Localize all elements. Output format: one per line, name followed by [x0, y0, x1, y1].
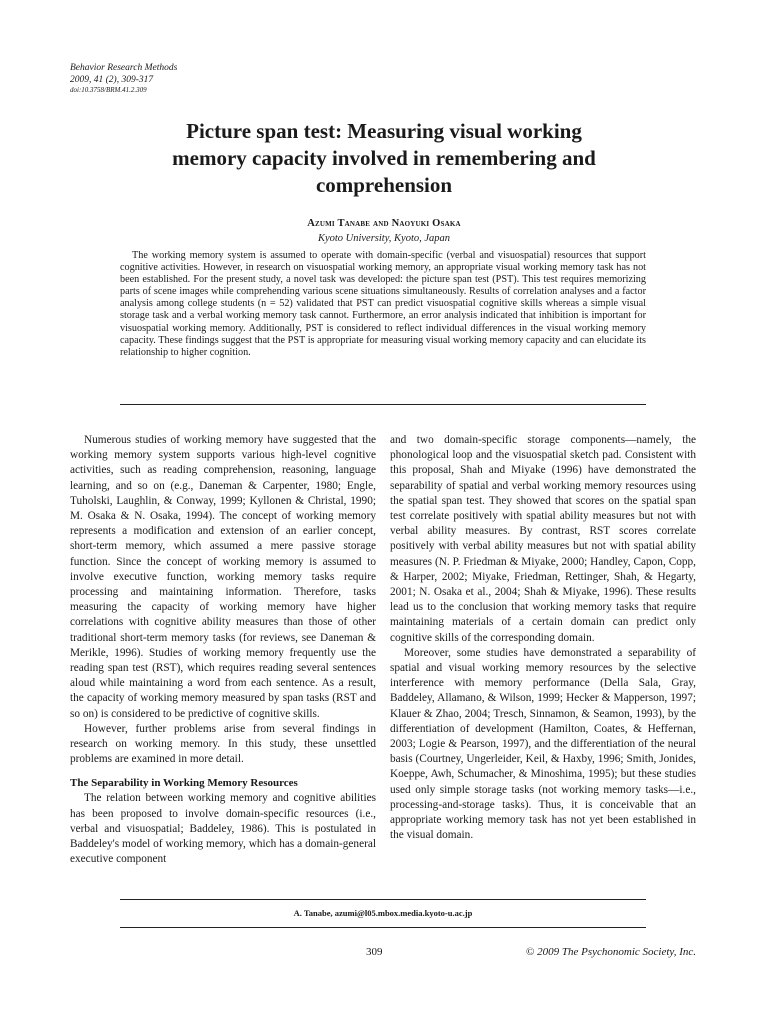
abstract-divider — [120, 404, 646, 405]
footnote-divider-top — [120, 899, 646, 900]
footnote-divider-bottom — [120, 927, 646, 928]
body-paragraph: Moreover, some studies have demonstrated a separability of spatial and visual working memory resources by the selective interference with memory performance (Della Sala, Gray, Baddeley, Allamano, & Wilson, 1999; Hecker & Mapperson, 1997; Klauer & Zhao, 2004; Tresch, Sinnamon, & Seamon, 1993), by the differentiation of development (Hamilton, Coates, & Heffernan, 2003; Logie & Pearson, 1997), and the differentiation of the neural basis (Courtney, Ungerleider, Keil, & Haxby, 1996; Smith, Jonides, Koeppe, Awh, Schumacher, & Minoshima, 1995); but these studies used only simple storage tasks (not working memory tasks—i.e., processing-and-storage tasks). Thus, it is conceivable that an appropriate working memory task has not yet been established in the visual domain. — [390, 646, 696, 842]
journal-name: Behavior Research Methods — [70, 63, 178, 73]
body-paragraph: Numerous studies of working memory have suggested that the working memory system supports various high-level cognitive activities, such as reading comprehension, reasoning, language learning, and so on (e.g., Daneman & Carpenter, 1980; Engle, Tuholski, Laughlin, & Conway, 1999; Kyllonen & Christal, 1990; M. Osaka & N. Osaka, 1994). The concept of working memory represents a modification and extension of an earlier concept, short-term memory, which assumed a mere passive storage function. Since the concept of working memory is assumed to involve executive function, working memory tasks require processing and maintaining information. Therefore, tasks measuring the capacity of working memory have higher correlations with cognitive ability measures than those of other traditional short-term memory tasks (for reviews, see Daneman & Merikle, 1996). Studies of working memory frequently use the reading span test (RST), which requires reading several sentences aloud while maintaining a word from each sentence. As a result, the capacity of working memory measured by span tasks (RST and so on) is considered to be predictive of cognitive skills. — [70, 434, 376, 720]
body-paragraph: and two domain-specific storage components—namely, the phonological loop and the visuospatial sketch pad. Consistent with this proposal, Shah and Miyake (1996) have demonstrated the separability of spatial and verbal working memory resources using the spatial span test. They showed that scores on the spatial span test correlate positively with spatial ability measures but not with verbal ability measures. By contrast, RST scores correlate positively with verbal ability measures but not with spatial ability measures (N. P. Friedman & Miyake, 2000; Handley, Capon, Copp, & Harper, 2002; Miyake, Friedman, Rettinger, Shah, & Hegarty, 2001; N. Osaka et al., 2004; Shah & Miyake, 1996). These results lead us to the conclusion that working memory tasks that require maintaining materials of a certain domain can predict only cognitive skills of the corresponding domain. — [390, 434, 696, 644]
paper-title: Picture span test: Measuring visual working memory capacity involved in remembering and comprehension — [172, 119, 596, 197]
abstract: The working memory system is assumed to operate with domain-specific (verbal and visuospatial) resources that support cognitive activities. However, in research on visuospatial working memory, an appropriate visual working memory task has not been established. For the present study, a novel task was developed: the picture span test (PST). This test requires memorizing parts of scene images while comprehending various scene situations simultaneously. Results of correlation analyses and a factor analysis among college students (n = 52) validated that PST can predict visuospatial cognitive skills whereas a simple visual storage task and a verbal working memory task cannot. Furthermore, an error analysis indicated that inhibition is important for visuospatial working memory. Additionally, PST is considered to reflect individual differences in the visual working memory capacity. These findings suggest that the PST is appropriate for measuring visual working memory capacity and can elucidate its relationship to higher cognition. — [120, 250, 646, 358]
copyright-text: 2009 The Psychonomic Society, Inc. — [534, 946, 696, 958]
journal-citation — [70, 63, 177, 95]
paper-authors: Azumi Tanabe and Naoyuki Osaka — [307, 218, 461, 229]
page-number: 309 — [366, 946, 383, 958]
journal-doi: doi:10.3758/BRM.41.2.309 — [70, 86, 147, 94]
section-heading: The Separability in Working Memory Resources — [70, 777, 298, 790]
copyright-symbol: © — [526, 946, 535, 958]
body-paragraph: However, further problems arise from several findings in research on working memory. In this study, these unsettled problems are examined in more detail. — [70, 722, 376, 766]
copyright-notice — [526, 946, 696, 958]
body-paragraph: The relation between working memory and cognitive abilities has been proposed to involve domain-specific resources (i.e., verbal and visuospatial; Baddeley, 1986). This is postulated in Baddeley's model of working memory, which has a domain-general executive component — [70, 792, 376, 866]
body-column-right — [390, 433, 696, 843]
journal-volume: 2009, 41 (2), 309-317 — [70, 74, 154, 85]
correspondence-email: A. Tanabe, azumi@l05.mbox.media.kyoto-u.ac.jp — [293, 908, 473, 918]
body-column-left — [70, 433, 376, 867]
author-affiliation: Kyoto University, Kyoto, Japan — [317, 233, 451, 244]
